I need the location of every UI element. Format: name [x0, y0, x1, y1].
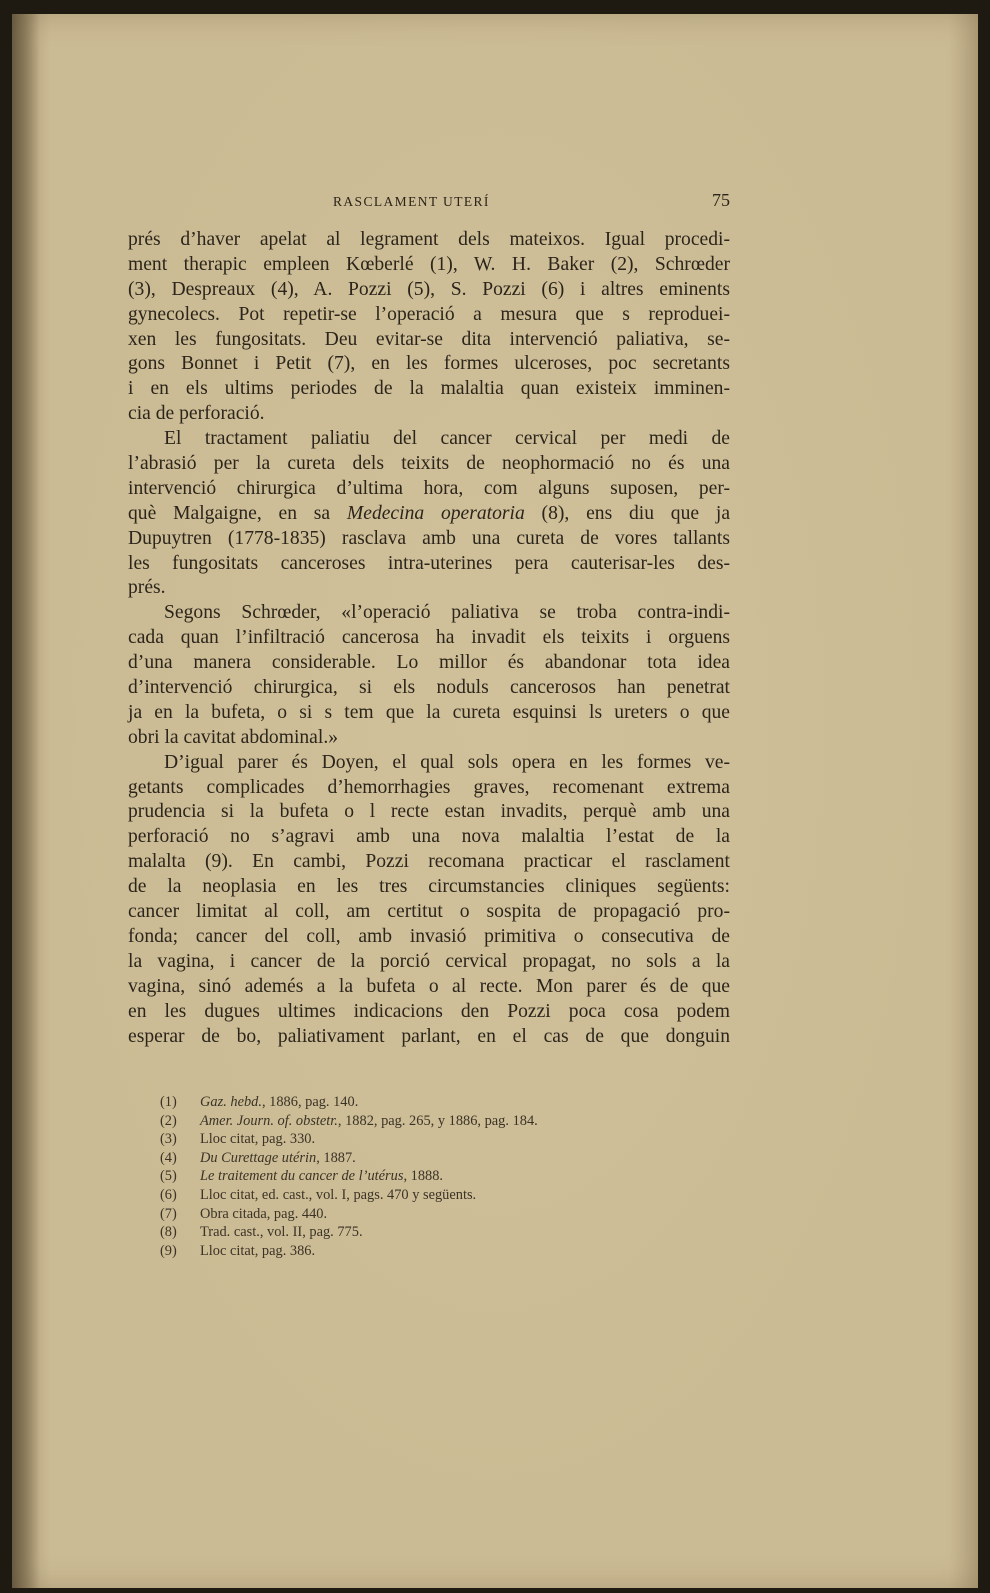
text-line: cia de perforació. — [128, 403, 265, 425]
footnote-number: (3) — [160, 1131, 177, 1148]
text-line: cancer limitat al coll, am certitut o sospita de propagació pro- — [128, 901, 730, 923]
footnote-number: (7) — [160, 1205, 177, 1222]
footnote-title: Le traitement du cancer de l’utérus — [200, 1168, 404, 1185]
text-line: El tractament paliatiu del cancer cervical per medi de — [164, 428, 730, 450]
footnote-text: Lloc citat, pag. 386. — [200, 1242, 316, 1259]
footnote — [160, 1167, 720, 1186]
book-spine-shadow — [12, 14, 40, 1588]
text-line: (3), Despreaux (4), A. Pozzi (5), S. Pozzi (6) i altres eminents — [128, 278, 730, 300]
footnote-number: (8) — [160, 1224, 177, 1241]
text-line: de la neoplasia en les tres circumstancies cliniques següents: — [128, 876, 730, 898]
text-line: Segons Schrœder, «l’operació paliativa se troba contra-indi- — [164, 602, 730, 624]
footnote-text: Trad. cast., vol. II, pag. 775. — [200, 1224, 363, 1241]
footnote — [160, 1223, 720, 1242]
text-line: getants complicades d’hemorrhagies graves, recomenant extrema — [128, 776, 730, 798]
text-line: obri la cavitat abdominal.» — [128, 726, 339, 748]
text-line: perforació no s’agravi amb una nova malaltia l’estat de la — [128, 826, 730, 848]
text-line: d’intervenció chirurgica, si els noduls cancerosos han penetrat — [128, 677, 730, 699]
text-line: vagina, sinó ademés a la bufeta o al recte. Mon parer és de que — [128, 975, 730, 997]
text-line: ment therapic empleen Kœberlé (1), W. H. Baker (2), Schrœder — [128, 253, 730, 275]
footnote-number: (9) — [160, 1242, 177, 1259]
text-line: prés d’haver apelat al legrament dels mateixos. Igual procedi- — [128, 229, 730, 250]
text-line: i en els ultims periodes de la malaltia quan existeix imminen- — [128, 378, 730, 400]
footnote-text: , 1887. — [316, 1149, 356, 1166]
text-line: l’abrasió per la cureta dels teixits de neophormació no és una — [128, 453, 730, 475]
text-line: malalta (9). En cambi, Pozzi recomana practicar el rasclament — [128, 851, 730, 873]
text-line: Dupuytren (1778-1835) rasclava amb una cureta de vores tallants — [128, 527, 730, 549]
page-number: 75 — [712, 190, 730, 210]
text-line: prés. — [128, 577, 166, 599]
text-line: fonda; cancer del coll, amb invasió primitiva o consecutiva de — [128, 925, 730, 947]
text-line: ja en la bufeta, o si s tem que la cureta esquinsi ls ureters o que — [128, 701, 730, 723]
text-fragment: què Malgaigne, en sa — [128, 502, 347, 524]
footnote-number: (6) — [160, 1186, 177, 1203]
footnote-text: Obra citada, pag. 440. — [200, 1205, 328, 1222]
footnotes — [160, 1093, 720, 1260]
footnote — [160, 1186, 720, 1205]
footnote — [160, 1112, 720, 1131]
text-line: gynecolecs. Pot repetir-se l’operació a mesura que s reproduei- — [128, 303, 730, 325]
text-line: intervenció chirurgica d’ultima hora, com alguns suposen, per- — [128, 477, 730, 499]
text-line-with-title — [128, 502, 730, 527]
text-line: cada quan l’infiltració cancerosa ha invadit els teixits i orguens — [128, 627, 730, 649]
running-head: RASCLAMENT UTERÍ — [333, 194, 490, 209]
footnote — [160, 1149, 720, 1168]
text-line: les fungositats canceroses intra-uterines pera cauterisar-les des- — [128, 552, 730, 574]
text-line: gons Bonnet i Petit (7), en les formes ulceroses, poc secretants — [128, 353, 730, 375]
text-line: d’una manera considerable. Lo millor és abandonar tota idea — [128, 652, 730, 674]
footnote-number: (4) — [160, 1149, 177, 1166]
footnote-text: Lloc citat, ed. cast., vol. I, pags. 470 y següents. — [200, 1186, 477, 1203]
footnote-text: , 1886, pag. 140. — [261, 1094, 359, 1110]
page-sheet — [12, 14, 978, 1588]
text-line: la vagina, i cancer de la porció cervical propagat, no sols a la — [128, 950, 730, 972]
footnote — [160, 1130, 720, 1149]
footnote-text: , 1888. — [403, 1168, 444, 1185]
text-line: xen les fungositats. Deu evitar-se dita intervenció paliativa, se- — [128, 328, 730, 350]
footnote-text: , 1882, pag. 265, y 1886, pag. 184. — [337, 1112, 538, 1129]
footnote — [160, 1205, 720, 1224]
footnote-title: Amer. Journ. of. obstetr. — [200, 1112, 338, 1129]
book-title: Medecina operatoria — [346, 502, 525, 524]
page-header — [128, 190, 730, 216]
footnote-number: (5) — [160, 1168, 177, 1185]
footnote-title: Du Curettage utérin — [200, 1149, 317, 1166]
footnote — [160, 1093, 720, 1112]
text-line: prudencia si la bufeta o l recte estan invadits, perquè amb una — [128, 801, 730, 823]
footnote-number: (1) — [160, 1094, 177, 1110]
text-line: en les dugues ultimes indicacions den Pozzi poca cosa podem — [128, 1000, 730, 1022]
footnote-number: (2) — [160, 1112, 177, 1129]
footnote-text: Lloc citat, pag. 330. — [200, 1131, 316, 1148]
body-text — [128, 228, 730, 1049]
text-fragment: (8), ens diu que ja — [524, 502, 731, 524]
text-line: esperar de bo, paliativament parlant, en el cas de que donguin — [128, 1025, 730, 1047]
footnote — [160, 1242, 720, 1261]
text-line: D’igual parer és Doyen, el qual sols opera en les formes ve- — [164, 751, 730, 773]
footnote-title: Gaz. hebd. — [200, 1094, 262, 1110]
